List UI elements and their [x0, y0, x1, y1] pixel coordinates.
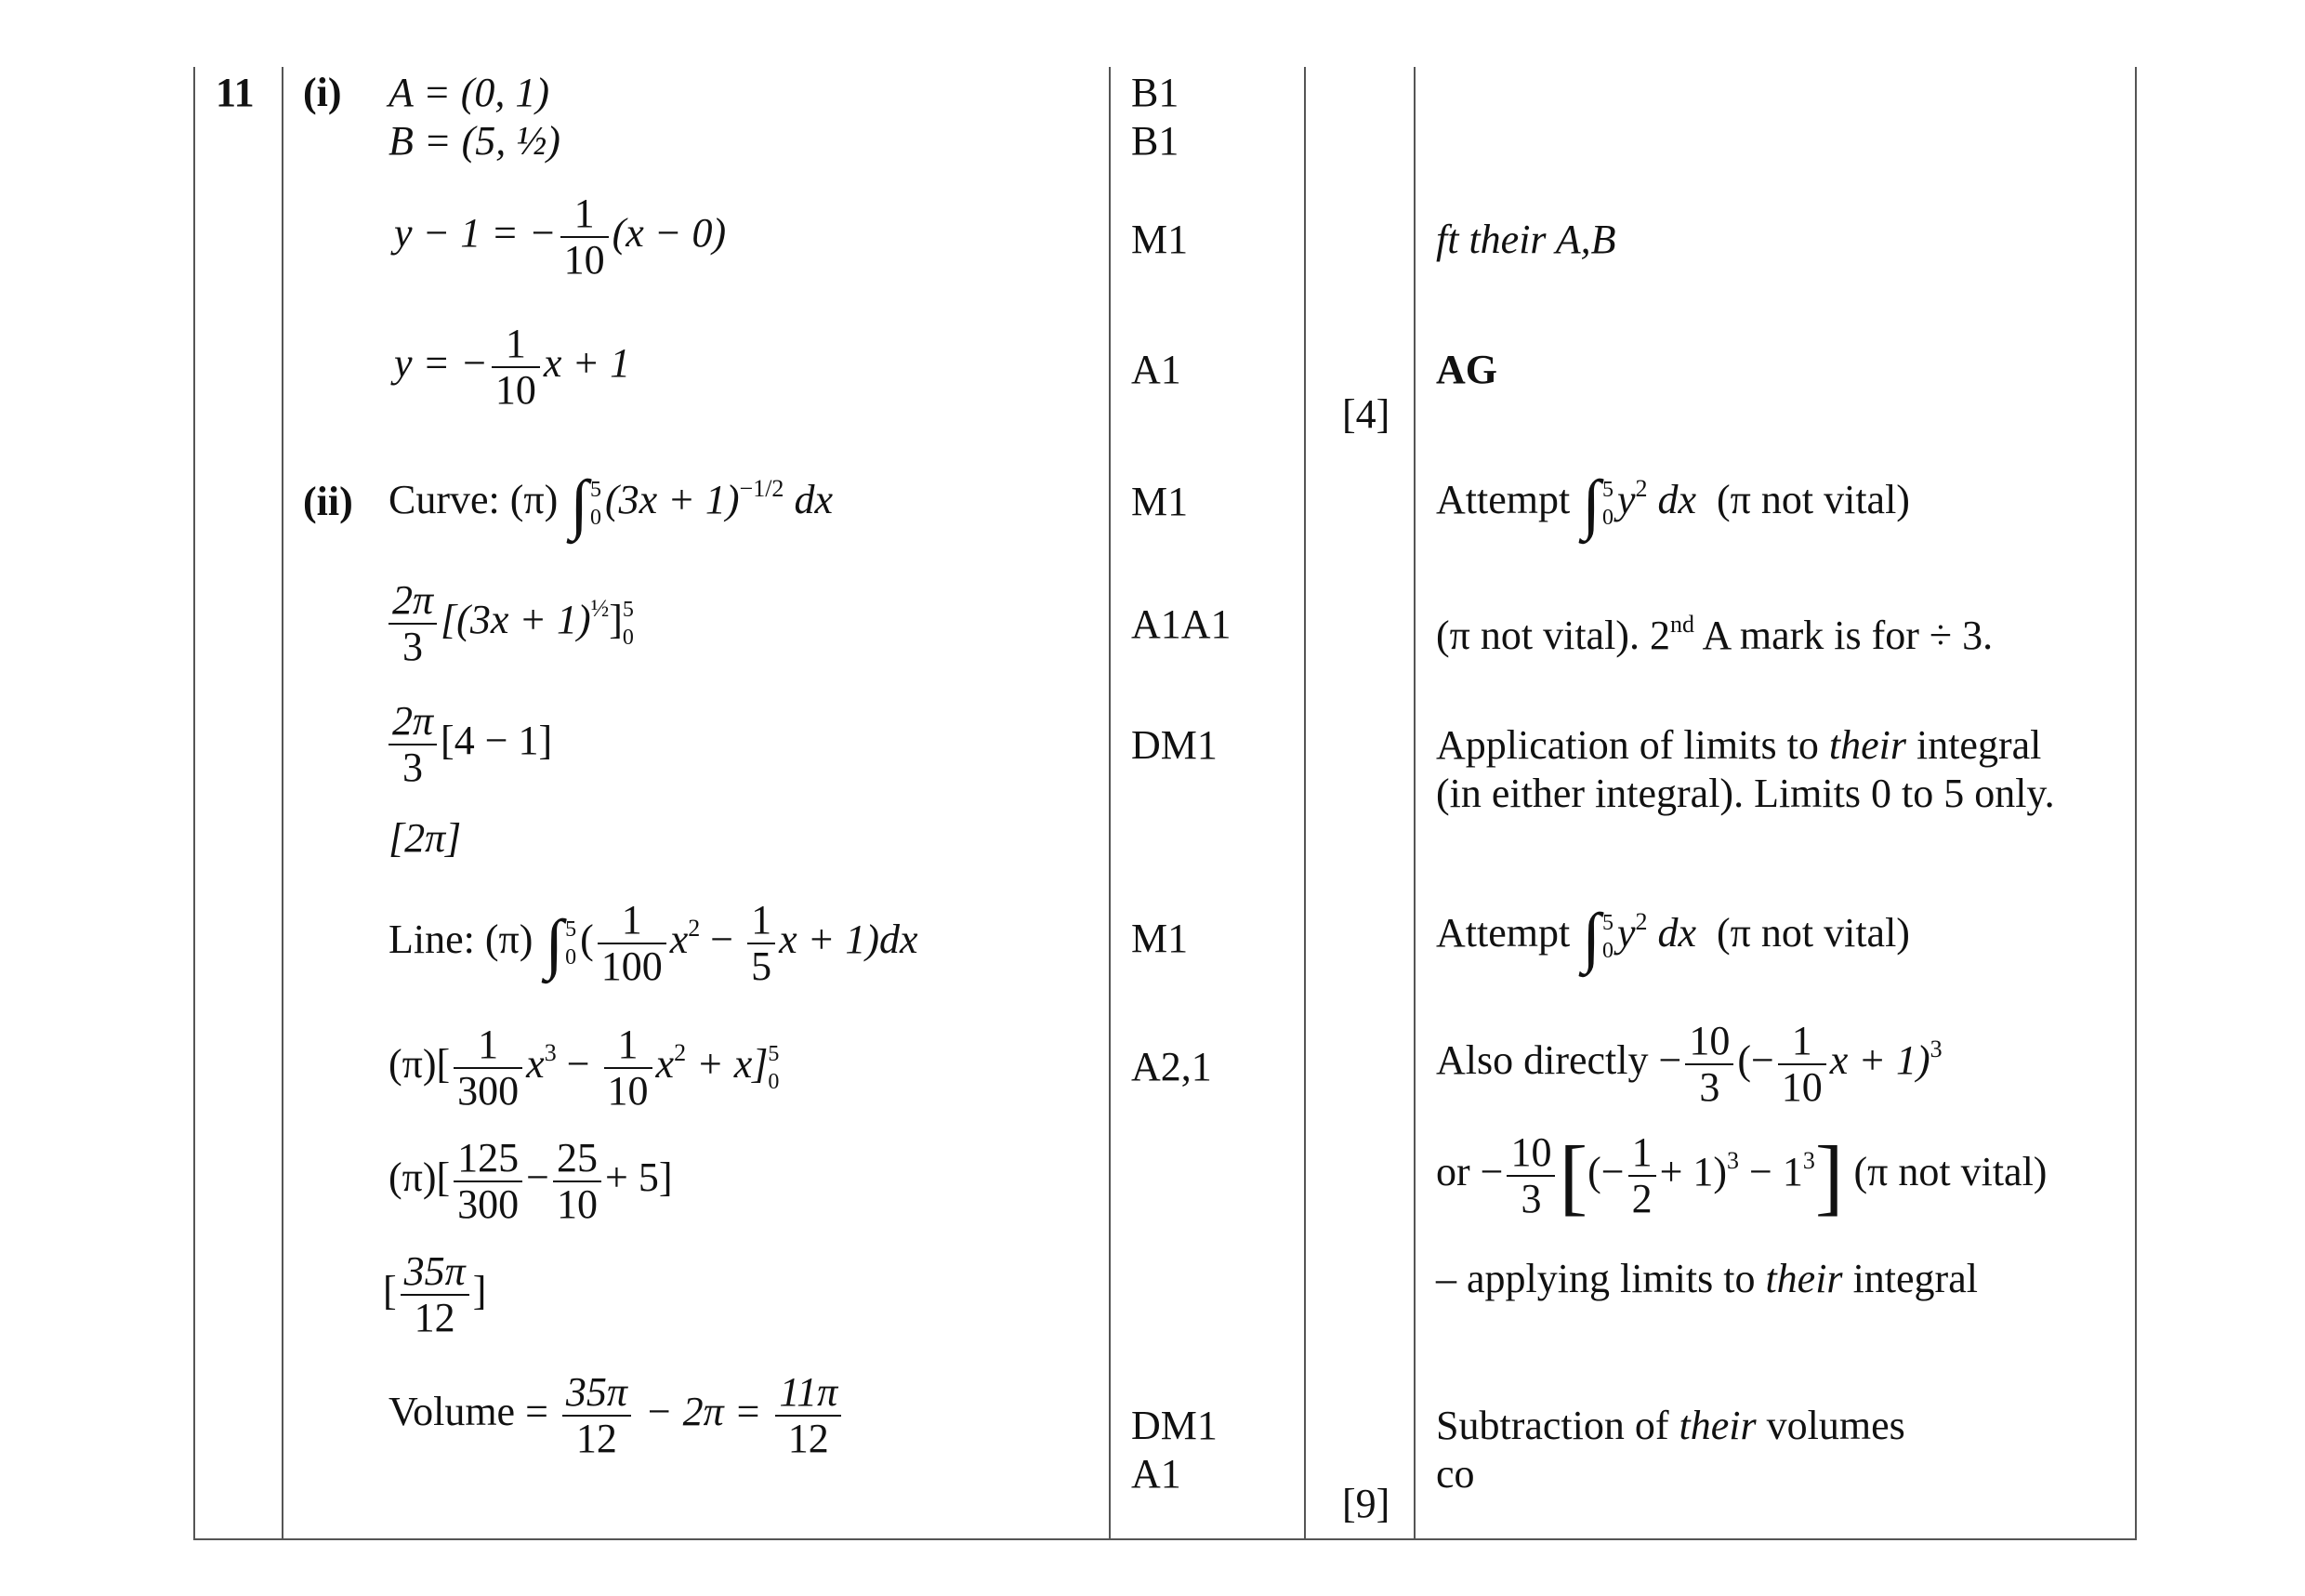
integral-icon: ∫: [1582, 466, 1600, 541]
eq2-left: y = −: [394, 340, 488, 387]
sub-end: + 5]: [605, 1154, 673, 1201]
guidance-limits-2: 5 0: [1601, 910, 1614, 963]
step1-limits: 5 0: [622, 598, 634, 650]
line-step-1: (π)[ $\frac{1}{300}$ $x^3$ − $\frac{1}{10}$ $x^2 + x$] 5 0: [389, 1022, 780, 1114]
mark-ii-a21: A2,1: [1131, 1044, 1212, 1089]
mark-m1: M1: [1131, 217, 1189, 262]
curve-power: −1/2: [739, 475, 784, 502]
guidance-limits: 5 0: [1601, 477, 1614, 530]
guidance-applying: – applying limits to their integral: [1436, 1256, 1978, 1301]
column-divider-2: [1109, 67, 1111, 1539]
volume-fraction-1: $\frac{35\pi}{12}$: [562, 1370, 631, 1461]
int2-end: + x]: [696, 1041, 769, 1088]
step2-body: [4 − 1]: [441, 718, 553, 764]
curve-step-1: [389, 578, 638, 669]
integral-icon: ∫: [545, 906, 564, 981]
line-limits: 5 0: [565, 917, 577, 969]
line-mid: −: [700, 917, 744, 963]
mark-ii-a1-vol: A1: [1131, 1451, 1181, 1497]
ad-fraction-2: $\frac{1}{10}$: [1778, 1019, 1826, 1110]
guidance-ft: ft their A,B: [1436, 217, 1616, 262]
point-b: B = (5, ½): [389, 118, 560, 164]
line-end: x + 1)dx: [779, 917, 918, 963]
mark-b1-b: B1: [1131, 118, 1179, 164]
question-number: 11: [216, 70, 255, 115]
total-part-i: [4]: [1342, 391, 1390, 437]
guidance-ag: AG: [1436, 347, 1497, 392]
line-x2: x: [669, 917, 689, 963]
eq1-left: y − 1 = −: [394, 210, 557, 257]
volume-label: Volume =: [389, 1389, 559, 1435]
step1-close: ]: [609, 597, 623, 643]
line-prefix: Line: (π): [389, 917, 533, 963]
ad-fraction-1: $\frac{10}{3}$: [1685, 1019, 1733, 1110]
table-bottom-border: [193, 1538, 2137, 1540]
or-fraction-1: $\frac{10}{3}$: [1507, 1130, 1555, 1221]
curve-step-3: [2π]: [389, 815, 462, 861]
curve-integrand: (3x + 1): [605, 477, 740, 522]
guidance-limits-line-1: Application of limits to their integral: [1436, 722, 2042, 768]
volume-fraction-2: $\frac{11\pi}{12}$: [775, 1370, 841, 1461]
curve-integral: [389, 465, 833, 541]
equation-line-2: [394, 322, 630, 413]
line-fraction-1: $\frac{1}{100}$: [598, 898, 666, 989]
volume-mid: − 2π =: [644, 1389, 762, 1435]
step2-fraction: $\frac{2\pi}{3}$: [389, 699, 437, 790]
guidance-attempt-curve: Attempt ∫ 5 0 $y^2$ dx (π not vital): [1436, 466, 1910, 541]
mark-ii-m1-curve: M1: [1131, 479, 1189, 524]
mark-ii-dm1: DM1: [1131, 722, 1218, 768]
guidance-also-directly: Also directly − $\frac{10}{3}$ (− $\frac{1}{10}$ x + 1)$^3$: [1436, 1018, 1943, 1110]
guidance-attempt-line: Attempt ∫ 5 0 $y^2$ dx (π not vital): [1436, 899, 1910, 974]
mark-b1-a: B1: [1131, 70, 1179, 115]
line-result: [ $\frac{35\pi}{12}$ ]: [383, 1248, 487, 1340]
guidance-co: co: [1436, 1451, 1475, 1497]
sub-prefix: (π)[: [389, 1154, 451, 1201]
curve-dx: dx: [794, 477, 833, 522]
guidance-subtraction: Subtraction of their volumes: [1436, 1403, 1905, 1448]
mark-a1: A1: [1131, 347, 1181, 392]
sub-fraction-2: $\frac{25}{10}$: [553, 1136, 601, 1227]
guidance-limits-line-2: (in either integral). Limits 0 to 5 only.: [1436, 771, 2055, 816]
mark-ii-dm1-vol: DM1: [1131, 1403, 1218, 1448]
part-ii-label: (ii): [303, 479, 353, 524]
table-border-left: [193, 67, 195, 1539]
step1-power: ½: [590, 595, 610, 623]
eq2-fraction: $\frac{1}{10}$: [492, 322, 540, 413]
guidance-a1a1-note: (π not vital). 2nd A mark is for ÷ 3.: [1436, 611, 1994, 658]
column-divider-3: [1304, 67, 1306, 1539]
table-border-right: [2135, 67, 2137, 1539]
part-i-label: (i): [303, 70, 342, 115]
step1-body: [(3x + 1): [441, 597, 591, 643]
curve-step-2: [389, 699, 552, 790]
int2-fraction-2: $\frac{1}{10}$: [604, 1022, 652, 1114]
integral-icon: ∫: [570, 466, 589, 541]
eq1-right: (x − 0): [612, 210, 727, 257]
column-divider-1: [282, 67, 283, 1539]
or-fraction-2: $\frac{1}{2}$: [1628, 1130, 1656, 1221]
sub-fraction-1: $\frac{125}{300}$: [454, 1136, 522, 1227]
int2-limits: 5 0: [768, 1042, 780, 1094]
curve-prefix: Curve: (π): [389, 477, 559, 522]
guidance-or-formula: or − $\frac{10}{3}$ [(− $\frac{1}{2}$ + $1)^3 - 1^3$] (π not vital): [1436, 1128, 2048, 1223]
eq2-right: x + 1: [543, 340, 631, 387]
equation-line-1: [394, 191, 726, 283]
left-bracket-icon: [: [1559, 1128, 1588, 1223]
line-fraction-2: $\frac{1}{5}$: [747, 898, 775, 989]
int2-prefix: (π)[: [389, 1041, 451, 1088]
integral-icon: ∫: [1582, 899, 1600, 974]
mark-ii-m1-line: M1: [1131, 916, 1189, 961]
mark-ii-a1a1: A1A1: [1131, 601, 1232, 647]
volume-line: [389, 1370, 845, 1461]
point-a: A = (0, 1): [389, 70, 550, 115]
right-bracket-icon: ]: [1814, 1128, 1844, 1223]
step1-fraction: $\frac{2\pi}{3}$: [389, 578, 437, 669]
total-part-ii: [9]: [1342, 1481, 1390, 1526]
column-divider-4: [1414, 67, 1416, 1539]
result-fraction: $\frac{35\pi}{12}$: [401, 1249, 469, 1340]
line-step-2: (π)[ $\frac{125}{300}$ − $\frac{25}{10}$ + 5]: [389, 1135, 673, 1227]
int2-fraction-1: $\frac{1}{300}$: [454, 1022, 522, 1114]
line-integral: Line: (π) ∫ 5 0 ( $\frac{1}{100}$ $x^2$ − $\frac{1}{5}$ x + 1)dx: [389, 897, 918, 989]
line-open: (: [580, 917, 594, 963]
eq1-fraction: $\frac{1}{10}$: [560, 191, 609, 283]
integral-limits: 5 0: [590, 477, 602, 530]
